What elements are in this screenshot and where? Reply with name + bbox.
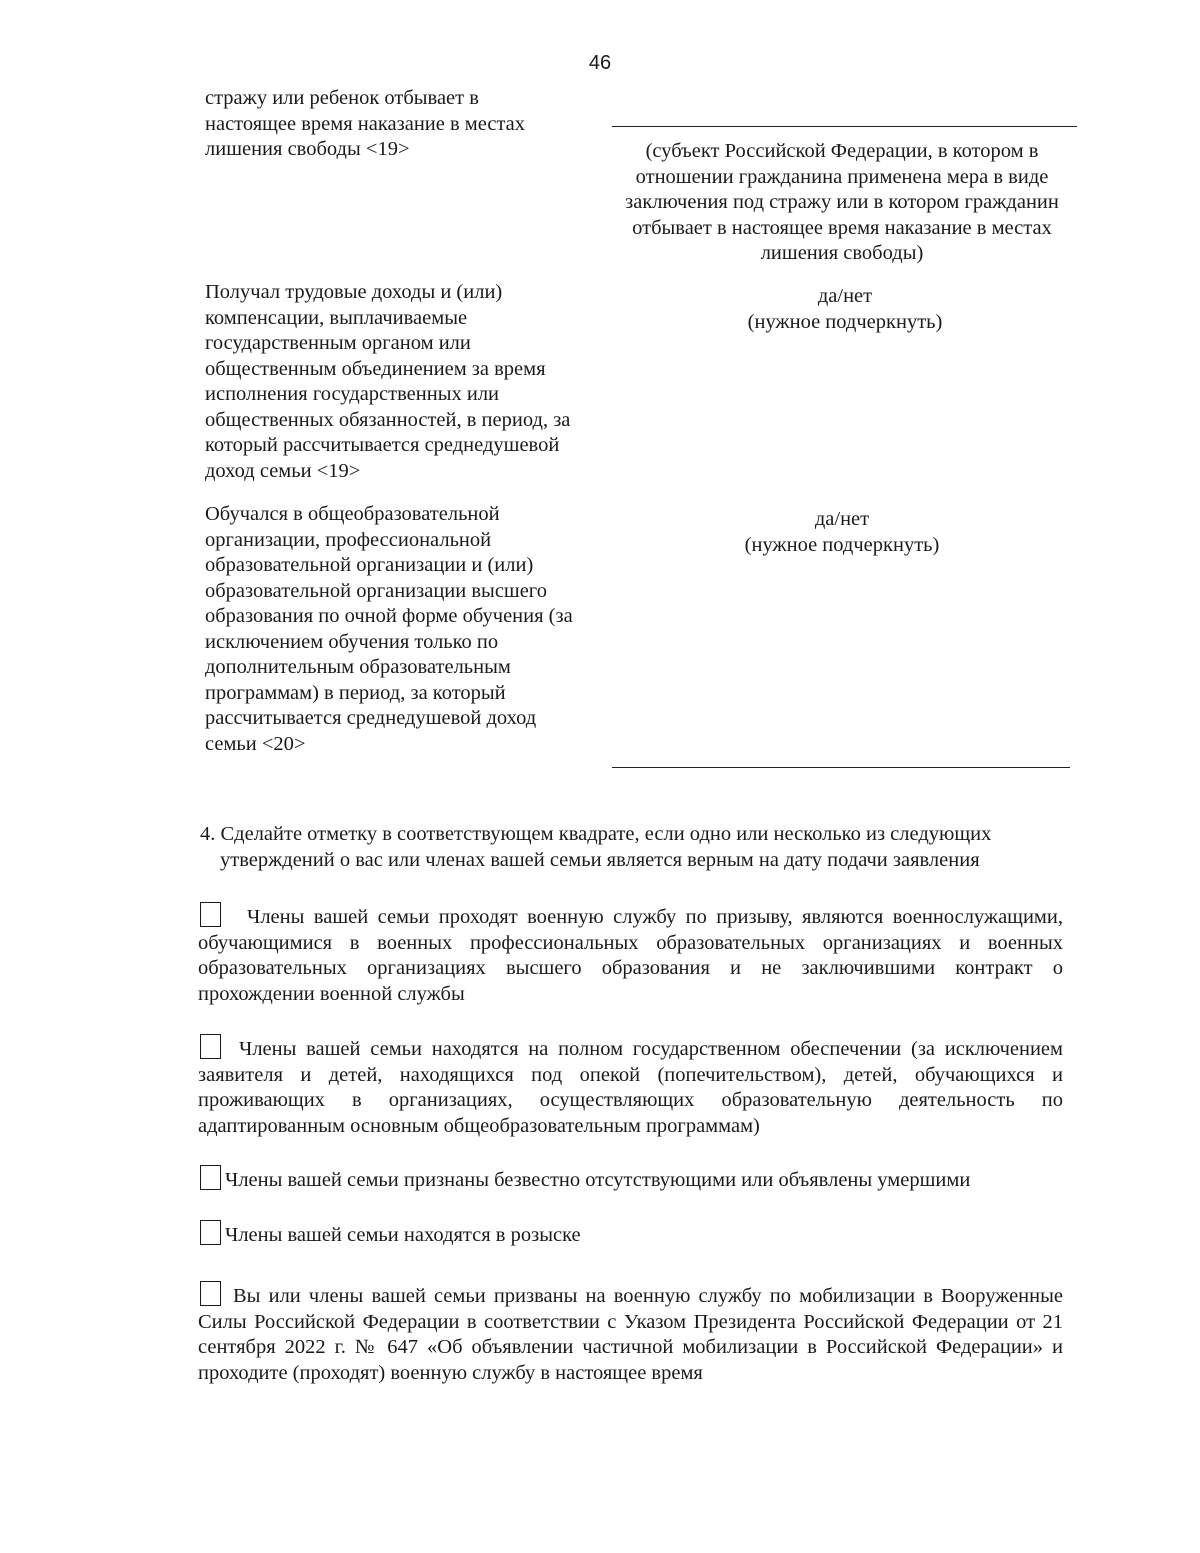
row-1-label: стражу или ребенок отбывает в настоящее время наказание в местах лишения свободы <19> bbox=[205, 87, 526, 160]
option-missing-deceased bbox=[198, 1165, 1063, 1194]
page-number: 46 bbox=[588, 52, 612, 74]
option-mobilization-text: Вы или члены вашей семьи призваны на военную службу по мобилизации в Вооруженные Силы Российской Федерации в соответствии с Указом Президента Российской Федерации от 21 сентября 2022 г. № 647 «Об объявлении частичной мобилизации в Российской Федерации» и проходите (проходят) военную службу в настоящее время bbox=[198, 1285, 1063, 1384]
option-mobilization bbox=[198, 1281, 1063, 1386]
row-1-answer-line[interactable] bbox=[612, 126, 1077, 127]
checkbox-mobilization[interactable] bbox=[200, 1281, 221, 1306]
section-4-heading-line-2: утверждений о вас или членах вашей семьи является верным на дату подачи заявления bbox=[220, 848, 980, 871]
row-3-answer[interactable] bbox=[612, 507, 1072, 558]
row-3-label: Обучался в общеобразовательной организации, профессиональной образовательной организации и (или) образовательной организации высшего образования по очной форме обучения (за исключением обучения только по дополнительным образовательным программам) в период, за который рассчитывается среднедушевой доход семьи <20> bbox=[205, 503, 573, 755]
section-4-heading-line-1: 4. Сделайте отметку в соответствующем квадрате, если одно или несколько из следующих bbox=[200, 823, 992, 845]
row-3-answer-line[interactable] bbox=[612, 767, 1070, 768]
row-1-caption: (субъект Российской Федерации, в котором в отношении гражданина применена мера в виде заключения под стражу или в котором гражданин отбывает в настоящее время наказание в местах лишения свободы) bbox=[625, 140, 1059, 264]
row-3-yes-no[interactable]: да/нет bbox=[814, 508, 870, 530]
row-2-answer[interactable] bbox=[615, 284, 1075, 335]
checkbox-missing-deceased[interactable] bbox=[200, 1165, 221, 1190]
option-state-support-text: Члены вашей семьи находятся на полном государственном обеспечении (за исключением заявителя и детей, находящихся под опекой (попечительством), детей, обучающихся и проживающих в организациях, осуществляющих образовательную деятельность по адаптированным основным общеобразовательным программам) bbox=[198, 1038, 1063, 1137]
row-2-hint: (нужное подчеркнуть) bbox=[747, 310, 943, 333]
checkbox-wanted[interactable] bbox=[200, 1220, 221, 1245]
checkbox-state-support[interactable] bbox=[200, 1034, 221, 1059]
option-military-conscription bbox=[198, 902, 1063, 1007]
option-wanted-text: Члены вашей семьи находятся в розыске bbox=[225, 1224, 581, 1246]
option-wanted bbox=[198, 1220, 1063, 1249]
row-3-hint: (нужное подчеркнуть) bbox=[744, 533, 940, 556]
section-4-heading bbox=[200, 822, 1070, 873]
option-state-support bbox=[198, 1034, 1063, 1139]
option-military-conscription-text: Члены вашей семьи проходят военную службу по призыву, являются военнослужащими, обучающимися в военных профессиональных образовательных организациях и военных образовательных организациях высшего образования и не заключившими контракт о прохождении военной службы bbox=[198, 906, 1063, 1005]
option-missing-deceased-text: Члены вашей семьи признаны безвестно отсутствующими или объявлены умершими bbox=[225, 1169, 971, 1191]
row-2-yes-no[interactable]: да/нет bbox=[817, 285, 873, 307]
checkbox-military-conscription[interactable] bbox=[200, 902, 221, 927]
row-2-label: Получал трудовые доходы и (или) компенсации, выплачиваемые государственным органом или общественным объединением за время исполнения государственных или общественных обязанностей, в период, за который рассчитывается среднедушевой доход семьи <19> bbox=[205, 281, 571, 482]
